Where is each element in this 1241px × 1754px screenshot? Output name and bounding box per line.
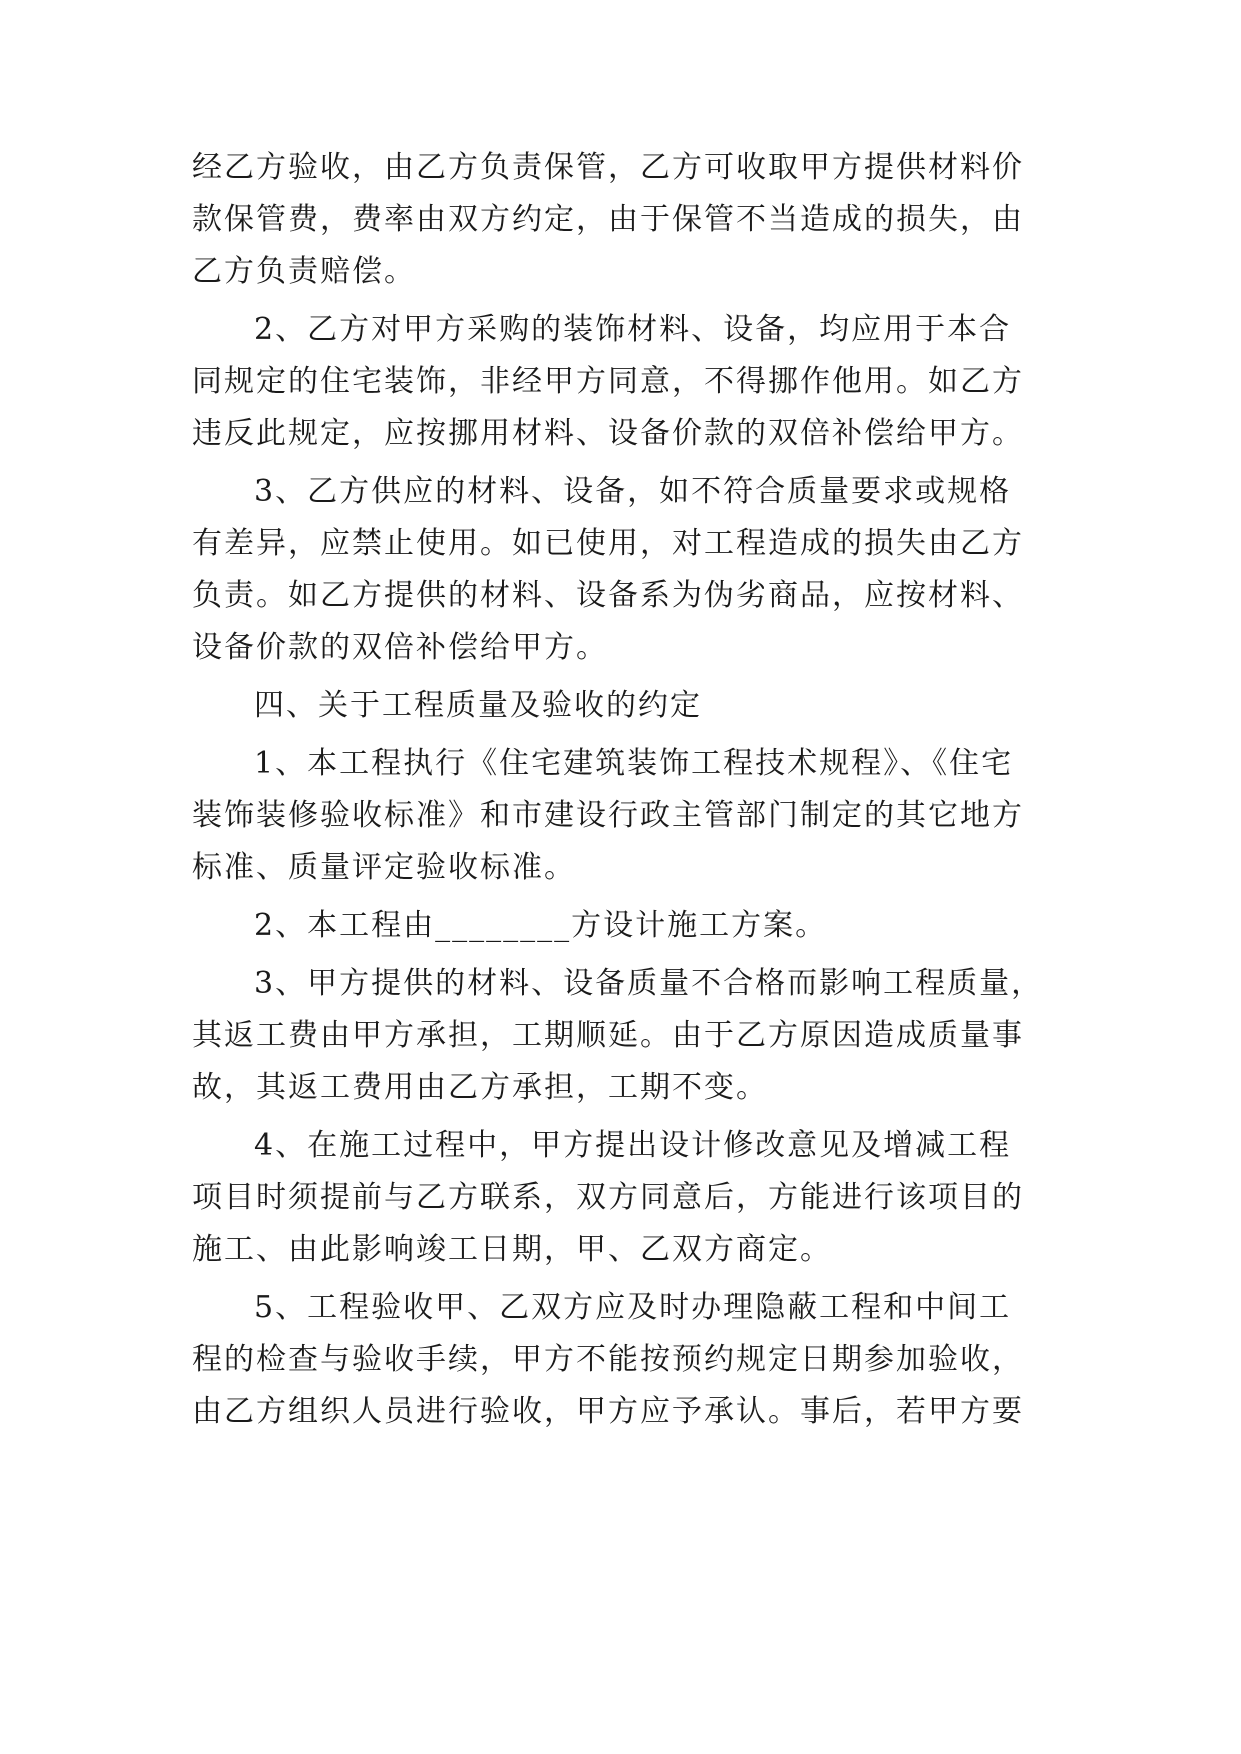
text-line: 经乙方验收，由乙方负责保管，乙方可收取甲方提供材料价: [192, 150, 1024, 185]
section-heading: 四、关于工程质量及验收的约定: [254, 688, 702, 723]
text-line: 程的检查与验收手续，甲方不能按预约规定日期参加验收，: [192, 1342, 1024, 1377]
paragraph-start-line: 2、本工程由________方设计施工方案。: [254, 908, 828, 943]
text-line: 负责。如乙方提供的材料、设备系为伪劣商品，应按材料、: [192, 578, 1024, 613]
text-line: 款保管费，费率由双方约定，由于保管不当造成的损失，由: [192, 202, 1024, 237]
text-line: 设备价款的双倍补偿给甲方。: [192, 630, 608, 665]
text-line: 乙方负责赔偿。: [192, 254, 416, 289]
text-line: 有差异，应禁止使用。如已使用，对工程造成的损失由乙方: [192, 526, 1024, 561]
paragraph-start-line: 2、乙方对甲方采购的装饰材料、设备，均应用于本合: [254, 312, 1012, 347]
text-line: 其返工费由甲方承担，工期顺延。由于乙方原因造成质量事: [192, 1018, 1024, 1053]
text-line: 违反此规定，应按挪用材料、设备价款的双倍补偿给甲方。: [192, 416, 1024, 451]
text-line: 故，其返工费用由乙方承担，工期不变。: [192, 1070, 768, 1105]
paragraph-start-line: 3、乙方供应的材料、设备，如不符合质量要求或规格: [254, 474, 1012, 509]
paragraph-start-line: 4、在施工过程中，甲方提出设计修改意见及增减工程: [254, 1128, 1012, 1163]
text-line: 标准、质量评定验收标准。: [192, 850, 576, 885]
text-line: 同规定的住宅装饰，非经甲方同意，不得挪作他用。如乙方: [192, 364, 1024, 399]
text-line: 项目时须提前与乙方联系，双方同意后，方能进行该项目的: [192, 1180, 1024, 1215]
paragraph-start-line: 1、本工程执行《住宅建筑装饰工程技术规程》、《住宅: [254, 746, 1014, 781]
paragraph-start-line: 3、甲方提供的材料、设备质量不合格而影响工程质量，: [254, 966, 1044, 1001]
text-line: 装饰装修验收标准》和市建设行政主管部门制定的其它地方: [192, 798, 1024, 833]
text-line: 施工、由此影响竣工日期，甲、乙双方商定。: [192, 1232, 832, 1267]
paragraph-start-line: 5、工程验收甲、乙双方应及时办理隐蔽工程和中间工: [254, 1290, 1012, 1325]
text-line: 由乙方组织人员进行验收，甲方应予承认。事后，若甲方要: [192, 1394, 1024, 1429]
